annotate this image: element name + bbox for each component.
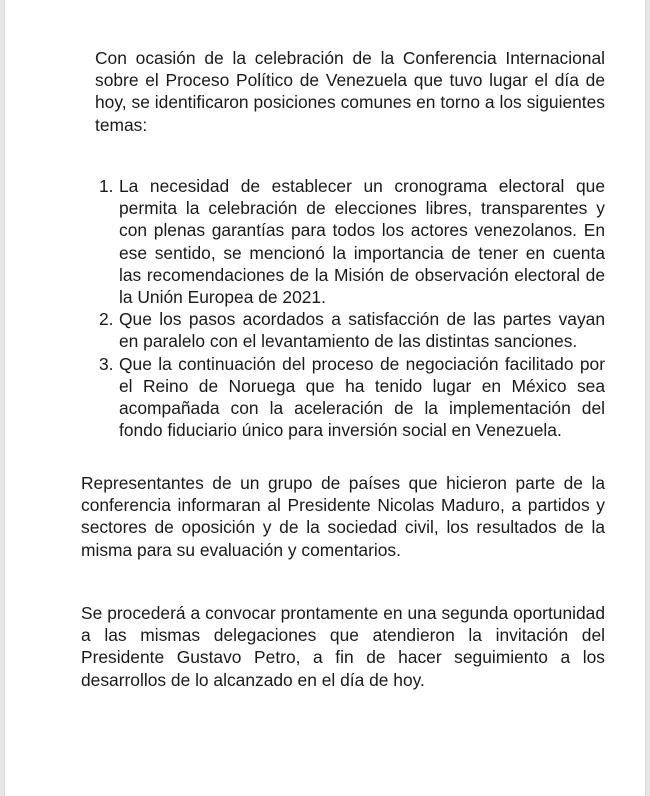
list-item-text: Que los pasos acordados a satisfacción de las partes vayan en paralelo con el levantamiento de las distintas sanciones.: [119, 309, 605, 352]
topics-list: [75, 175, 605, 441]
list-item: [75, 308, 605, 352]
list-item-number: 1.: [99, 176, 114, 196]
list-item-text: Que la continuación del proceso de negociación facilitado por el Reino de Noruega que ha tenido lugar en México sea acompañada con la aceleración de la implementación del fondo fiduciario único para inversión social en Venezuela.: [119, 353, 605, 441]
list-item-text: La necesidad de establecer un cronograma electoral que permita la celebración de elecciones libres, transparentes y con plenas garantías para todos los actores venezolanos. En ese sentido, se mencionó la importancia de tener en cuenta las recomendaciones de la Misión de observación electoral de la Unión Europea de 2021.: [119, 176, 605, 308]
list-item-number: 3.: [99, 353, 114, 374]
follow-up-paragraph: Se procederá a convocar prontamente en una segunda oportunidad a las mismas delegaciones que atendieron la invitación del Presidente Gustavo Petro, a fin de hacer seguimiento a los desarrollos de lo alcanzado en el día de hoy.: [81, 603, 605, 690]
list-item: [75, 175, 605, 308]
list-item-number: 2.: [99, 309, 114, 330]
list-item: [75, 353, 605, 442]
document-page: [4, 0, 646, 796]
representatives-paragraph: Representantes de un grupo de países que hicieron parte de la conferencia informaran al Presidente Nicolas Maduro, a partidos y sectores de oposición y de la sociedad civil, los resultados de la misma para su evaluación y comentarios.: [81, 473, 605, 560]
intro-paragraph: Con ocasión de la celebración de la Conferencia Internacional sobre el Proceso Político de Venezuela que tuvo lugar el día de hoy, se identificaron posiciones comunes en torno a los siguientes temas:: [95, 48, 605, 135]
